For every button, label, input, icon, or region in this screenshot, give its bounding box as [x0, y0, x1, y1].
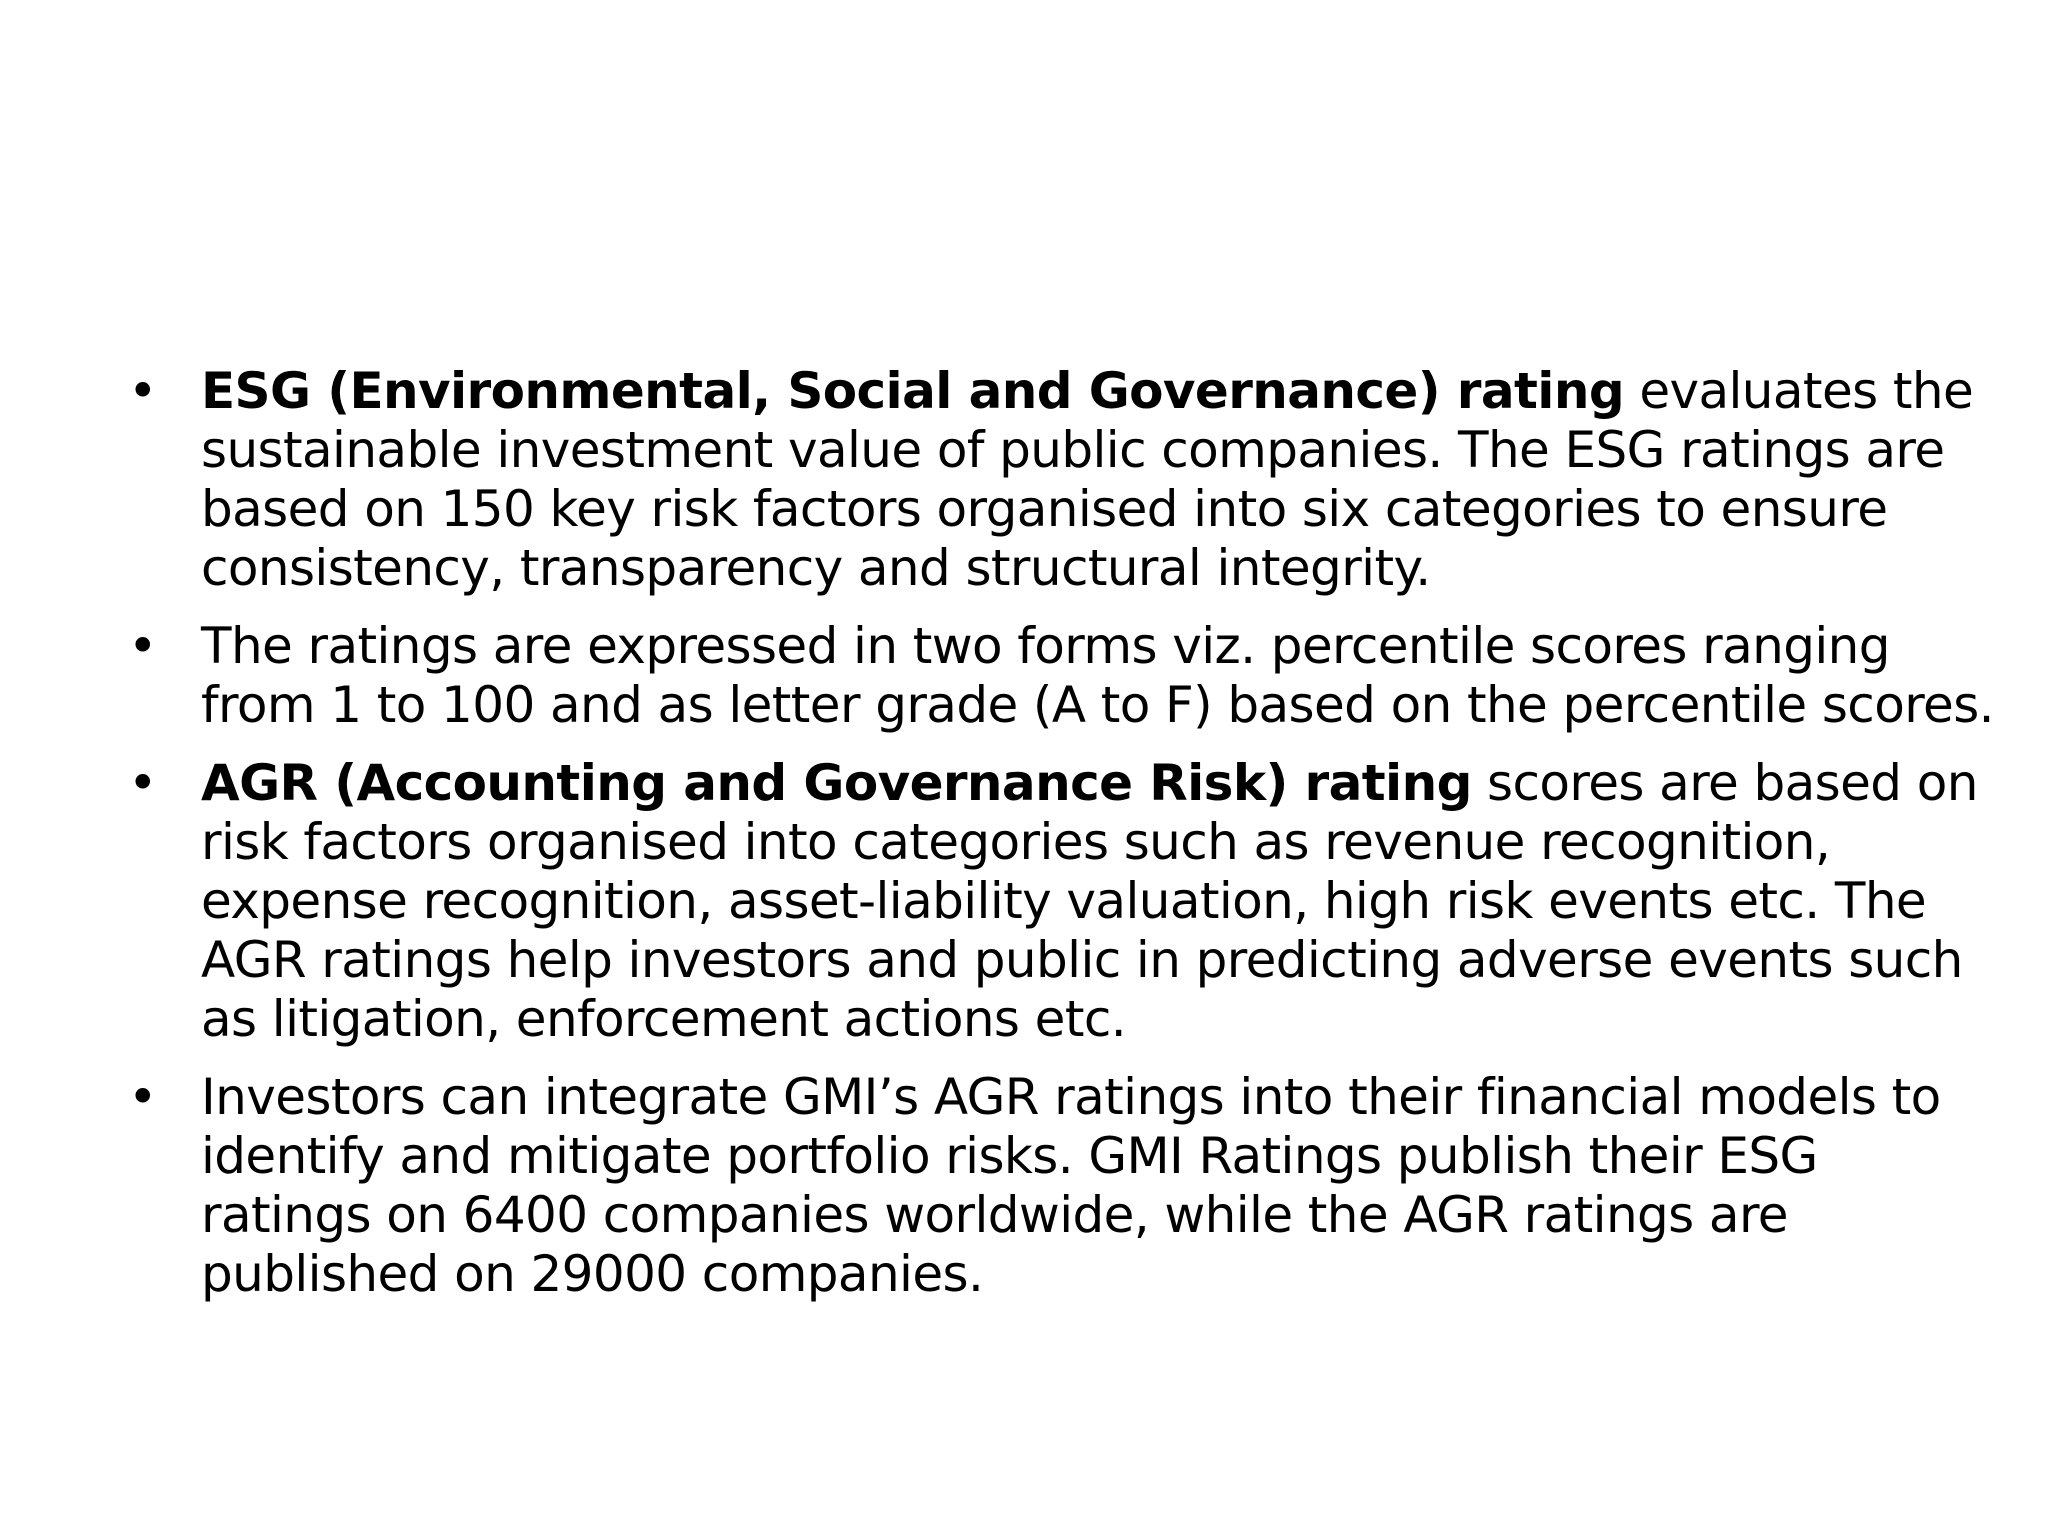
bullet-text: evaluates the sustainable investment value of public companies. The ESG ratings are based on 150 key risk factors organised into six categories to ensure consistency, transparency and structural integrity.: [201, 362, 1974, 597]
bullet-text: scores are based on risk factors organised into categories such as revenue recognition, expense recognition, asset-liability valuation, high risk events etc. The AGR ratings help investors and public in predicting adverse events such as litigation, enforcement actions etc.: [201, 754, 1978, 1048]
bullet-text: Investors can integrate GMI’s AGR ratings into their financial models to identify and mitigate portfolio risks. GMI Ratings publish their ESG ratings on 6400 companies worldwide, while the AGR ratings are published on 29000 companies.: [201, 1068, 1941, 1303]
bullet-item-rating-forms: [120, 617, 2000, 735]
bullet-bold-text: ESG (Environmental, Social and Governance) rating: [201, 362, 1625, 420]
bullet-icon: [128, 617, 168, 676]
bullet-icon: [128, 754, 168, 813]
bullet-text: The ratings are expressed in two forms viz. percentile scores ranging from 1 to 100 and as letter grade (A to F) based on the percentile scores.: [201, 617, 1994, 734]
bullet-bold-text: AGR (Accounting and Governance Risk) rating: [201, 754, 1472, 812]
bullet-icon: [128, 362, 168, 421]
bullet-item-agr: [120, 754, 2000, 1049]
bullet-list: [120, 362, 2000, 1323]
bullet-item-investors: [120, 1068, 2000, 1304]
bullet-icon: [128, 1068, 168, 1127]
bullet-item-esg: [120, 362, 2000, 598]
